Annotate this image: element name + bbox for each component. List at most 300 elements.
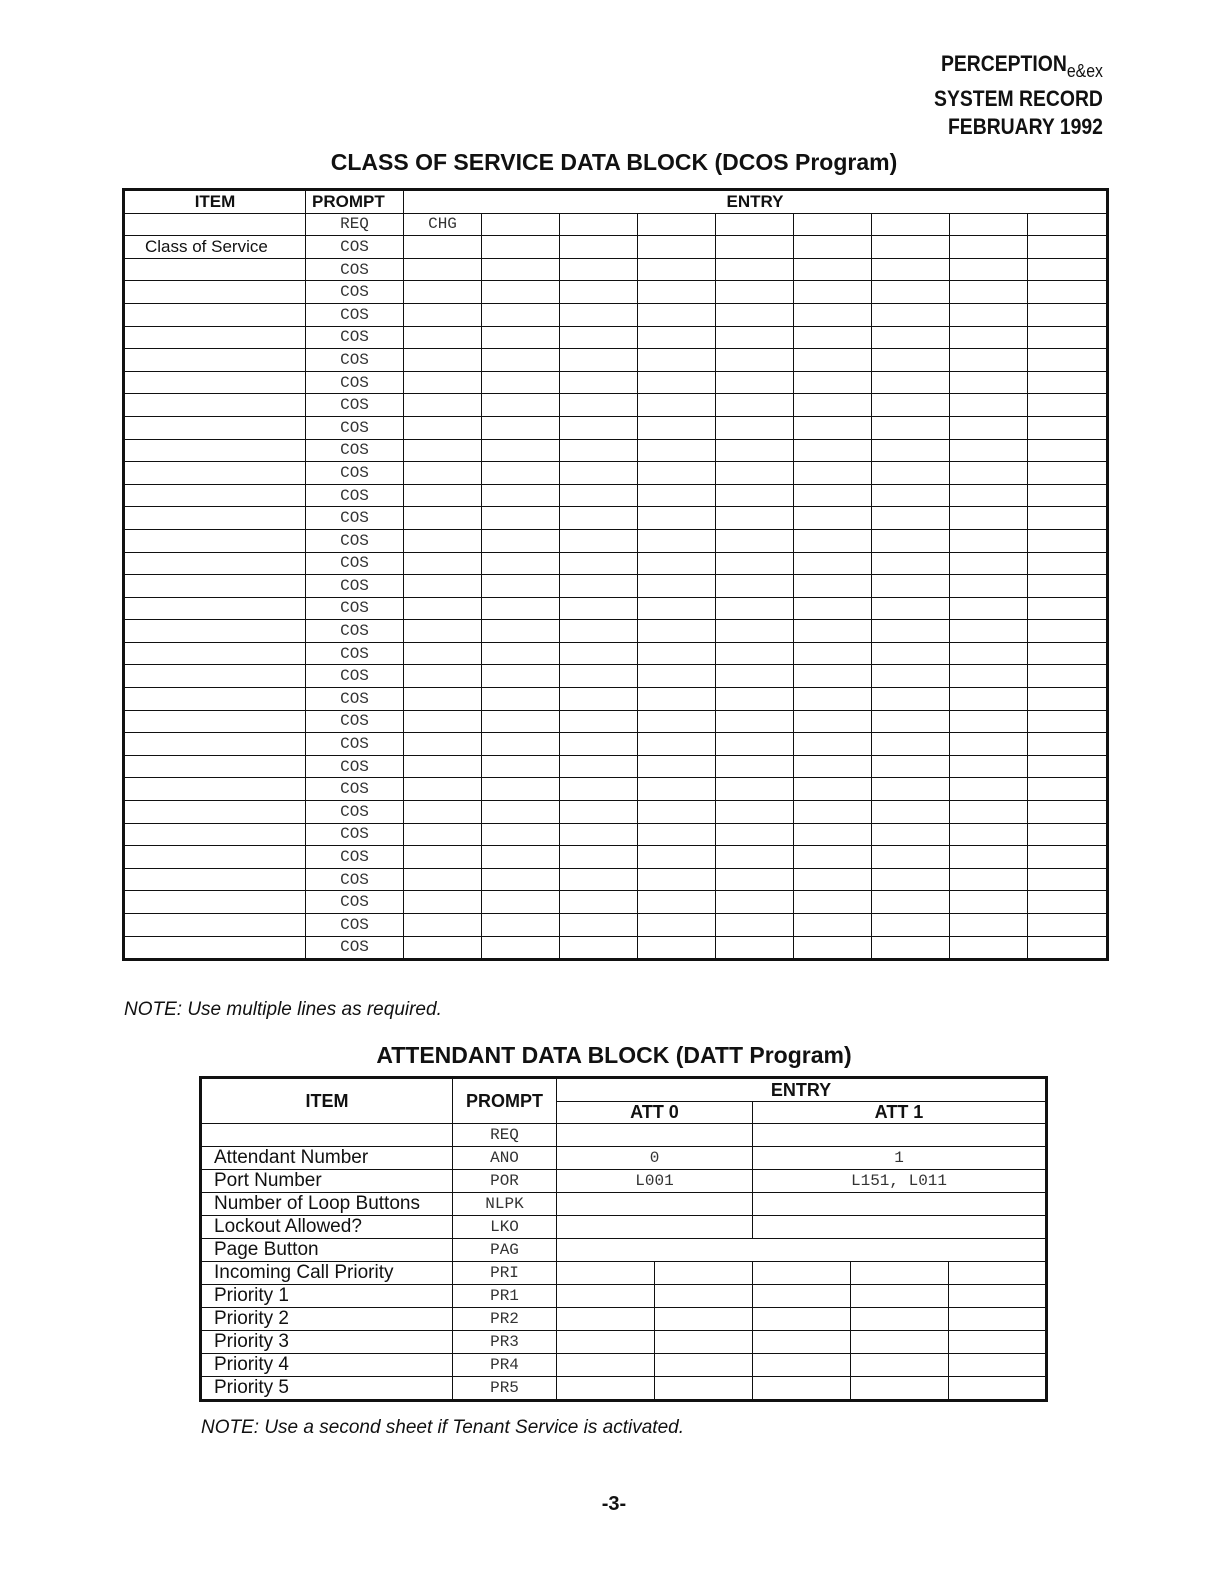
dcos-entry-cell: [560, 213, 638, 236]
dcos-entry-cell: [872, 891, 950, 914]
dcos-entry-cell: [872, 778, 950, 801]
dcos-entry-cell: [716, 823, 794, 846]
dcos-entry-cell: [482, 529, 560, 552]
dcos-entry-cell: [638, 914, 716, 937]
dcos-entry-cell: [872, 914, 950, 937]
dcos-prompt-cell: COS: [306, 914, 404, 937]
dcos-entry-cell: [794, 462, 872, 485]
dcos-entry-cell: [638, 620, 716, 643]
dcos-entry-cell: CHG: [404, 213, 482, 236]
dcos-entry-cell: [716, 688, 794, 711]
dcos-cos-row: [124, 846, 1108, 869]
dcos-entry-cell: [404, 439, 482, 462]
dcos-cos-row: [124, 891, 1108, 914]
dcos-entry-cell: [638, 394, 716, 417]
dcos-entry-cell: [950, 281, 1028, 304]
dcos-header-row: [124, 190, 1108, 214]
dcos-entry-cell: [872, 371, 950, 394]
dcos-entry-cell: [872, 688, 950, 711]
dcos-entry-cell: [638, 801, 716, 824]
dcos-entry-cell: [560, 778, 638, 801]
dcos-entry-cell: [404, 936, 482, 960]
dcos-entry-cell: [794, 575, 872, 598]
dcos-entry-cell: [1028, 755, 1108, 778]
dcos-entry-cell: [404, 801, 482, 824]
dcos-col-prompt: PROMPT: [306, 190, 404, 214]
dcos-entry-cell: [482, 213, 560, 236]
datt-row: [201, 1192, 1047, 1215]
datt-entry-cell: [851, 1353, 949, 1376]
dcos-entry-cell: [716, 891, 794, 914]
datt-prompt-cell: PR3: [453, 1330, 557, 1353]
dcos-entry-cell: [482, 846, 560, 869]
dcos-entry-cell: [794, 303, 872, 326]
dcos-entry-cell: [560, 394, 638, 417]
datt-prompt-cell: PR2: [453, 1307, 557, 1330]
dcos-entry-cell: [560, 620, 638, 643]
dcos-entry-cell: [1028, 665, 1108, 688]
dcos-entry-cell: [950, 823, 1028, 846]
dcos-item-cell: [124, 552, 306, 575]
dcos-entry-cell: [716, 642, 794, 665]
dcos-cos-row: [124, 914, 1108, 937]
dcos-cos-row: [124, 303, 1108, 326]
datt-item-cell: Lockout Allowed?: [201, 1215, 453, 1238]
datt-entry-cell: [851, 1376, 949, 1400]
dcos-entry-cell: [794, 552, 872, 575]
dcos-item-cell: [124, 529, 306, 552]
dcos-entry-cell: [560, 529, 638, 552]
datt-col-att1: ATT 1: [753, 1101, 1047, 1123]
dcos-cos-row: [124, 710, 1108, 733]
dcos-entry-cell: [872, 755, 950, 778]
dcos-entry-cell: [716, 371, 794, 394]
dcos-entry-cell: [560, 439, 638, 462]
dcos-item-cell: [124, 778, 306, 801]
datt-prompt-cell: ANO: [453, 1146, 557, 1169]
dcos-entry-cell: [482, 778, 560, 801]
dcos-cos-row: [124, 575, 1108, 598]
dcos-entry-cell: [404, 642, 482, 665]
dcos-entry-cell: [950, 914, 1028, 937]
dcos-cos-row: [124, 236, 1108, 259]
dcos-cos-row: [124, 597, 1108, 620]
datt-col-prompt: PROMPT: [453, 1078, 557, 1124]
dcos-entry-cell: [482, 914, 560, 937]
dcos-entry-cell: [872, 213, 950, 236]
dcos-entry-cell: [716, 914, 794, 937]
dcos-entry-cell: [794, 801, 872, 824]
datt-col-item: ITEM: [201, 1078, 453, 1124]
dcos-entry-cell: [560, 801, 638, 824]
dcos-entry-cell: [950, 213, 1028, 236]
dcos-prompt-cell: COS: [306, 484, 404, 507]
datt-prompt-cell: PR1: [453, 1284, 557, 1307]
dcos-entry-cell: [482, 462, 560, 485]
dcos-entry-cell: [638, 236, 716, 259]
dcos-entry-cell: [1028, 484, 1108, 507]
dcos-entry-cell: [950, 507, 1028, 530]
dcos-entry-cell: [1028, 303, 1108, 326]
datt-row: [201, 1124, 1047, 1147]
brand-suffix: e&ex: [1066, 61, 1103, 81]
dcos-item-cell: [124, 846, 306, 869]
dcos-entry-cell: [872, 552, 950, 575]
dcos-entry-cell: [638, 326, 716, 349]
dcos-cos-row: [124, 529, 1108, 552]
dcos-entry-cell: [950, 349, 1028, 372]
dcos-cos-row: [124, 733, 1108, 756]
dcos-entry-cell: [560, 236, 638, 259]
dcos-entry-cell: [1028, 281, 1108, 304]
datt-entry-cell: [655, 1284, 753, 1307]
dcos-entry-cell: [716, 213, 794, 236]
dcos-entry-cell: [794, 326, 872, 349]
dcos-cos-row: [124, 823, 1108, 846]
dcos-entry-cell: [560, 507, 638, 530]
dcos-col-item: ITEM: [124, 190, 306, 214]
dcos-entry-cell: [638, 597, 716, 620]
dcos-entry-cell: [1028, 801, 1108, 824]
dcos-entry-cell: [794, 891, 872, 914]
datt-col-att0: ATT 0: [557, 1101, 753, 1123]
datt-row: [201, 1353, 1047, 1376]
dcos-entry-cell: [950, 801, 1028, 824]
dcos-entry-cell: [716, 394, 794, 417]
dcos-entry-cell: [404, 258, 482, 281]
dcos-item-cell: [124, 394, 306, 417]
dcos-entry-cell: [1028, 823, 1108, 846]
dcos-prompt-cell: COS: [306, 236, 404, 259]
dcos-entry-cell: [560, 936, 638, 960]
dcos-entry-cell: [404, 620, 482, 643]
dcos-item-cell: [124, 371, 306, 394]
dcos-entry-cell: [404, 823, 482, 846]
dcos-prompt-cell: COS: [306, 462, 404, 485]
dcos-entry-cell: [950, 439, 1028, 462]
dcos-entry-cell: [638, 416, 716, 439]
dcos-item-cell: [124, 823, 306, 846]
dcos-entry-cell: [794, 236, 872, 259]
dcos-entry-cell: [560, 846, 638, 869]
dcos-item-cell: [124, 733, 306, 756]
datt-row: [201, 1284, 1047, 1307]
dcos-entry-cell: [950, 733, 1028, 756]
dcos-entry-cell: [950, 642, 1028, 665]
dcos-entry-cell: [872, 416, 950, 439]
dcos-entry-cell: [404, 326, 482, 349]
datt-entry-cell: [949, 1307, 1047, 1330]
datt-table: [199, 1076, 1048, 1402]
datt-prompt-cell: LKO: [453, 1215, 557, 1238]
dcos-entry-cell: [638, 733, 716, 756]
dcos-entry-cell: [872, 462, 950, 485]
dcos-entry-cell: [1028, 416, 1108, 439]
dcos-entry-cell: [560, 281, 638, 304]
dcos-entry-cell: [404, 755, 482, 778]
dcos-item-cell: [124, 936, 306, 960]
dcos-entry-cell: [1028, 236, 1108, 259]
dcos-entry-cell: [560, 416, 638, 439]
dcos-entry-cell: [716, 552, 794, 575]
dcos-entry-cell: [1028, 258, 1108, 281]
dcos-entry-cell: [794, 665, 872, 688]
dcos-entry-cell: [482, 326, 560, 349]
dcos-entry-cell: [716, 778, 794, 801]
dcos-prompt-cell: COS: [306, 439, 404, 462]
dcos-entry-cell: [638, 642, 716, 665]
dcos-entry-cell: [560, 258, 638, 281]
dcos-entry-cell: [1028, 439, 1108, 462]
dcos-entry-cell: [950, 846, 1028, 869]
dcos-entry-cell: [872, 801, 950, 824]
dcos-entry-cell: [560, 371, 638, 394]
dcos-entry-cell: [872, 281, 950, 304]
datt-row: [201, 1376, 1047, 1400]
dcos-entry-cell: [1028, 552, 1108, 575]
dcos-prompt-cell: COS: [306, 597, 404, 620]
dcos-entry-cell: [404, 778, 482, 801]
dcos-entry-cell: [794, 755, 872, 778]
system-record-label: SYSTEM RECORD: [934, 86, 1103, 111]
dcos-note: NOTE: Use multiple lines as required.: [124, 999, 442, 1020]
dcos-entry-cell: [794, 642, 872, 665]
dcos-entry-cell: [716, 326, 794, 349]
datt-col-entry: ENTRY: [557, 1078, 1047, 1102]
dcos-entry-cell: [560, 484, 638, 507]
dcos-col-entry: ENTRY: [404, 190, 1108, 214]
dcos-entry-cell: [404, 529, 482, 552]
dcos-entry-cell: [482, 688, 560, 711]
dcos-entry-cell: [872, 394, 950, 417]
datt-entry-cell: [655, 1261, 753, 1284]
dcos-entry-cell: [794, 439, 872, 462]
datt-entry-cell: [851, 1330, 949, 1353]
datt-item-cell: Attendant Number: [201, 1146, 453, 1169]
dcos-entry-cell: [716, 303, 794, 326]
dcos-entry-cell: [1028, 507, 1108, 530]
datt-entry-cell: [557, 1261, 655, 1284]
dcos-cos-row: [124, 416, 1108, 439]
dcos-cos-row: [124, 755, 1108, 778]
dcos-prompt-cell: COS: [306, 394, 404, 417]
dcos-entry-cell: [404, 303, 482, 326]
dcos-item-cell: [124, 507, 306, 530]
dcos-item-cell: [124, 597, 306, 620]
dcos-entry-cell: [950, 936, 1028, 960]
dcos-cos-row: [124, 258, 1108, 281]
dcos-prompt-cell: COS: [306, 281, 404, 304]
dcos-entry-cell: [560, 823, 638, 846]
dcos-entry-cell: [560, 597, 638, 620]
datt-prompt-cell: PRI: [453, 1261, 557, 1284]
dcos-entry-cell: [404, 914, 482, 937]
datt-att0-cell: 0: [557, 1146, 753, 1169]
datt-entry-cell: [851, 1307, 949, 1330]
dcos-entry-cell: [404, 236, 482, 259]
dcos-item-cell: [124, 439, 306, 462]
dcos-entry-cell: [560, 575, 638, 598]
dcos-item-cell: [124, 688, 306, 711]
dcos-entry-cell: [482, 371, 560, 394]
dcos-entry-cell: [716, 507, 794, 530]
dcos-entry-cell: [716, 710, 794, 733]
dcos-entry-cell: [872, 575, 950, 598]
datt-entry-cell: [557, 1353, 655, 1376]
dcos-prompt-cell: COS: [306, 710, 404, 733]
dcos-entry-cell: [1028, 710, 1108, 733]
dcos-entry-cell: [482, 620, 560, 643]
dcos-prompt-cell: COS: [306, 507, 404, 530]
dcos-entry-cell: [1028, 733, 1108, 756]
page-number: -3-: [601, 1493, 627, 1515]
datt-entry-cell: [753, 1376, 851, 1400]
dcos-prompt-cell: COS: [306, 755, 404, 778]
dcos-entry-cell: [716, 529, 794, 552]
datt-row: [201, 1169, 1047, 1192]
datt-item-cell: Priority 1: [201, 1284, 453, 1307]
datt-prompt-cell: REQ: [453, 1124, 557, 1147]
dcos-entry-cell: [482, 597, 560, 620]
dcos-entry-cell: [560, 914, 638, 937]
dcos-entry-cell: [482, 303, 560, 326]
dcos-entry-cell: [1028, 936, 1108, 960]
dcos-entry-cell: [482, 868, 560, 891]
dcos-entry-cell: [872, 597, 950, 620]
dcos-entry-cell: [482, 552, 560, 575]
dcos-entry-cell: [950, 891, 1028, 914]
dcos-entry-cell: [950, 620, 1028, 643]
dcos-entry-cell: [638, 371, 716, 394]
dcos-entry-cell: [872, 236, 950, 259]
dcos-entry-cell: [950, 552, 1028, 575]
dcos-cos-row: [124, 507, 1108, 530]
dcos-item-cell: [124, 281, 306, 304]
dcos-entry-cell: [716, 575, 794, 598]
dcos-entry-cell: [638, 552, 716, 575]
datt-entry-cell: [655, 1353, 753, 1376]
dcos-entry-cell: [1028, 462, 1108, 485]
dcos-entry-cell: [716, 868, 794, 891]
dcos-entry-cell: [638, 303, 716, 326]
dcos-entry-cell: [404, 688, 482, 711]
datt-att1-cell: L151, L011: [753, 1169, 1047, 1192]
dcos-entry-cell: [872, 258, 950, 281]
dcos-entry-cell: [1028, 914, 1108, 937]
dcos-entry-cell: [716, 349, 794, 372]
dcos-entry-cell: [794, 936, 872, 960]
dcos-entry-cell: [1028, 642, 1108, 665]
datt-item-cell: Port Number: [201, 1169, 453, 1192]
dcos-entry-cell: [872, 733, 950, 756]
dcos-entry-cell: [482, 484, 560, 507]
dcos-prompt-cell: COS: [306, 891, 404, 914]
dcos-entry-cell: [794, 258, 872, 281]
dcos-entry-cell: [560, 326, 638, 349]
datt-item-cell: [201, 1124, 453, 1147]
dcos-entry-cell: [404, 665, 482, 688]
dcos-cos-row: [124, 462, 1108, 485]
dcos-item-cell: [124, 258, 306, 281]
dcos-cos-row: [124, 439, 1108, 462]
dcos-entry-cell: [950, 371, 1028, 394]
dcos-entry-cell: [404, 552, 482, 575]
datt-att1-cell: [753, 1192, 1047, 1215]
dcos-entry-cell: [716, 597, 794, 620]
dcos-entry-cell: [1028, 213, 1108, 236]
datt-prompt-cell: PAG: [453, 1238, 557, 1261]
dcos-entry-cell: [950, 868, 1028, 891]
dcos-entry-cell: [950, 778, 1028, 801]
dcos-item-cell: [124, 484, 306, 507]
dcos-cos-row: [124, 642, 1108, 665]
dcos-entry-cell: [560, 349, 638, 372]
dcos-cos-row: [124, 552, 1108, 575]
dcos-entry-cell: [404, 281, 482, 304]
datt-att1-cell: 1: [753, 1146, 1047, 1169]
dcos-entry-cell: [950, 303, 1028, 326]
dcos-cos-row: [124, 868, 1108, 891]
datt-att0-cell: [557, 1192, 753, 1215]
dcos-cos-row: [124, 281, 1108, 304]
dcos-entry-cell: [794, 710, 872, 733]
dcos-item-cell: [124, 575, 306, 598]
datt-header-row: [201, 1078, 1047, 1102]
dcos-entry-cell: [950, 236, 1028, 259]
dcos-entry-cell: [482, 801, 560, 824]
dcos-entry-cell: [716, 462, 794, 485]
datt-entry-cell: [557, 1284, 655, 1307]
dcos-entry-cell: [872, 303, 950, 326]
dcos-entry-cell: [638, 462, 716, 485]
datt-prompt-cell: PR4: [453, 1353, 557, 1376]
dcos-entry-cell: [1028, 597, 1108, 620]
dcos-entry-cell: [1028, 394, 1108, 417]
dcos-entry-cell: [872, 936, 950, 960]
dcos-item-cell: [124, 416, 306, 439]
dcos-entry-cell: [638, 936, 716, 960]
datt-item-cell: Incoming Call Priority: [201, 1261, 453, 1284]
dcos-entry-cell: [872, 326, 950, 349]
dcos-entry-cell: [482, 936, 560, 960]
dcos-entry-cell: [872, 507, 950, 530]
dcos-item-cell: [124, 665, 306, 688]
dcos-prompt-cell: COS: [306, 868, 404, 891]
datt-entry-cell: [557, 1376, 655, 1400]
dcos-entry-cell: [716, 416, 794, 439]
datt-row: [201, 1146, 1047, 1169]
dcos-entry-cell: [482, 755, 560, 778]
dcos-prompt-cell: COS: [306, 303, 404, 326]
dcos-entry-cell: [404, 462, 482, 485]
datt-row: [201, 1330, 1047, 1353]
datt-prompt-cell: PR5: [453, 1376, 557, 1400]
dcos-entry-cell: [716, 846, 794, 869]
dcos-entry-cell: [950, 529, 1028, 552]
dcos-entry-cell: [560, 868, 638, 891]
dcos-prompt-cell: COS: [306, 665, 404, 688]
dcos-entry-cell: [404, 846, 482, 869]
dcos-entry-cell: [794, 778, 872, 801]
datt-item-cell: Number of Loop Buttons: [201, 1192, 453, 1215]
datt-entry-cell: [949, 1330, 1047, 1353]
dcos-entry-cell: [560, 462, 638, 485]
dcos-entry-cell: [638, 846, 716, 869]
dcos-entry-cell: [482, 733, 560, 756]
dcos-entry-cell: [794, 914, 872, 937]
dcos-entry-cell: [560, 688, 638, 711]
dcos-prompt-cell: COS: [306, 620, 404, 643]
